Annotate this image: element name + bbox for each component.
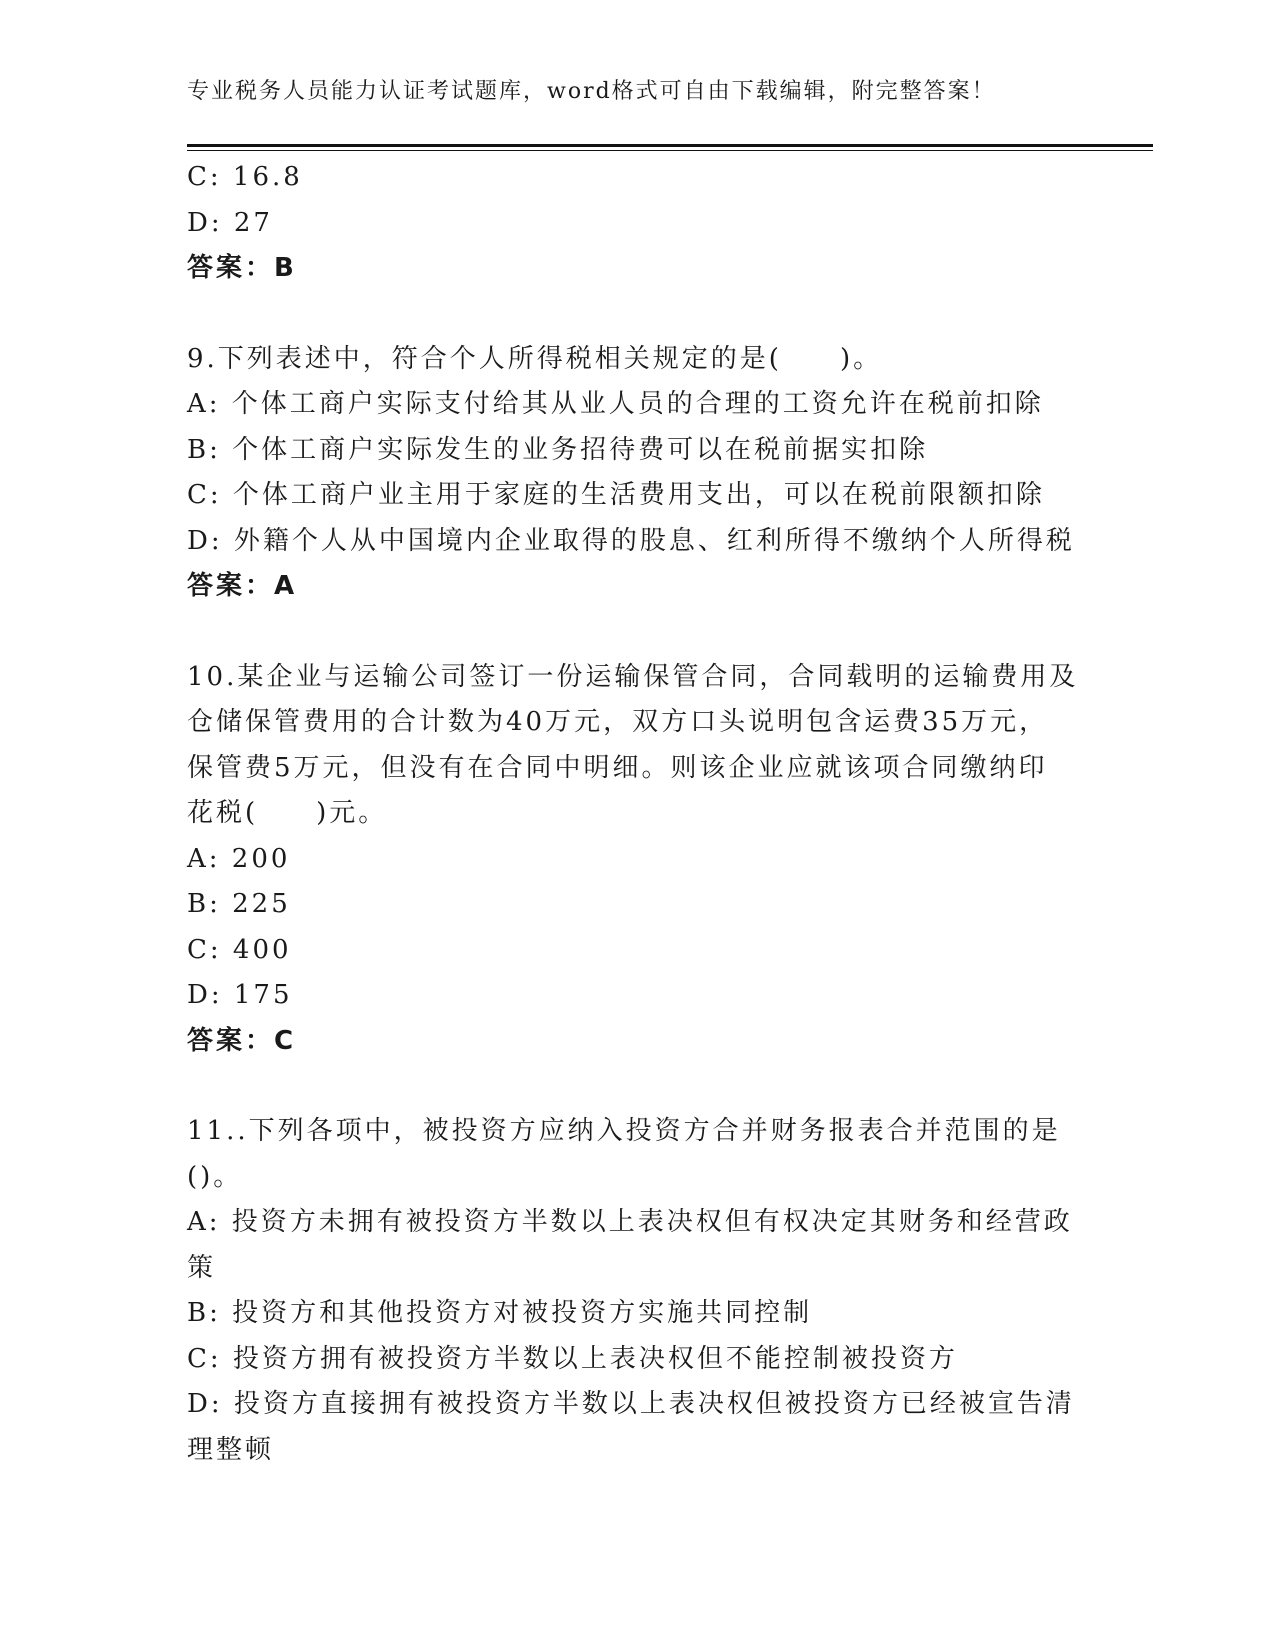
question-stem: 仓储保管费用的合计数为40万元，双方口头说明包含运费35万元， [187, 707, 1049, 737]
question-stem: ()。 [187, 1161, 243, 1192]
question-stem: 保管费5万元，但没有在合同中明细。则该企业应就该项合同缴纳印 [187, 752, 1048, 783]
answer-line: 答案：A [187, 571, 298, 601]
option-line: D: 175 [187, 980, 293, 1010]
question-9 [187, 337, 1087, 610]
option-line: C: 投资方拥有被投资方半数以上表决权但不能控制被投资方 [187, 1343, 958, 1374]
question-11 [187, 1109, 1087, 1473]
question-stem: 11..下列各项中，被投资方应纳入投资方合并财务报表合并范围的是 [187, 1116, 1061, 1146]
question-stem: 9.下列表述中，符合个人所得税相关规定的是( )。 [187, 343, 883, 374]
page-header-text: 专业税务人员能力认证考试题库，word格式可自由下载编辑，附完整答案！ [187, 79, 996, 104]
question-stem: 花税( )元。 [187, 798, 388, 828]
answer-line: 答案：C [187, 1025, 297, 1056]
option-line: D: 外籍个人从中国境内企业取得的股息、红利所得不缴纳个人所得税 [187, 525, 1075, 556]
previous-question-tail [187, 155, 1087, 292]
option-line: D: 27 [187, 207, 273, 238]
answer-line: 答案：B [187, 253, 297, 283]
option-line: B: 225 [187, 889, 291, 919]
option-line: B: 投资方和其他投资方对被投资方实施共同控制 [187, 1298, 813, 1328]
option-line: A: 200 [187, 843, 291, 874]
question-stem: 10.某企业与运输公司签订一份运输保管合同，合同载明的运输费用及 [187, 661, 1079, 692]
option-line: B: 个体工商户实际发生的业务招待费可以在税前据实扣除 [187, 434, 929, 465]
option-line: C: 16.8 [187, 162, 303, 192]
option-line: 策 [187, 1252, 217, 1283]
option-line: 理整顿 [187, 1434, 275, 1465]
question-10 [187, 655, 1087, 1065]
option-line: C: 400 [187, 934, 292, 965]
option-line: D: 投资方直接拥有被投资方半数以上表决权但被投资方已经被宣告清 [187, 1389, 1075, 1419]
header-rule-thick [187, 144, 1153, 147]
option-line: A: 投资方未拥有被投资方半数以上表决权但有权决定其财务和经营政 [187, 1207, 1073, 1237]
option-line: A: 个体工商户实际支付给其从业人员的合理的工资允许在税前扣除 [187, 389, 1044, 419]
option-line: C: 个体工商户业主用于家庭的生活费用支出，可以在税前限额扣除 [187, 480, 1045, 510]
header-rule-thin [187, 150, 1153, 151]
document-body [187, 155, 1087, 1473]
